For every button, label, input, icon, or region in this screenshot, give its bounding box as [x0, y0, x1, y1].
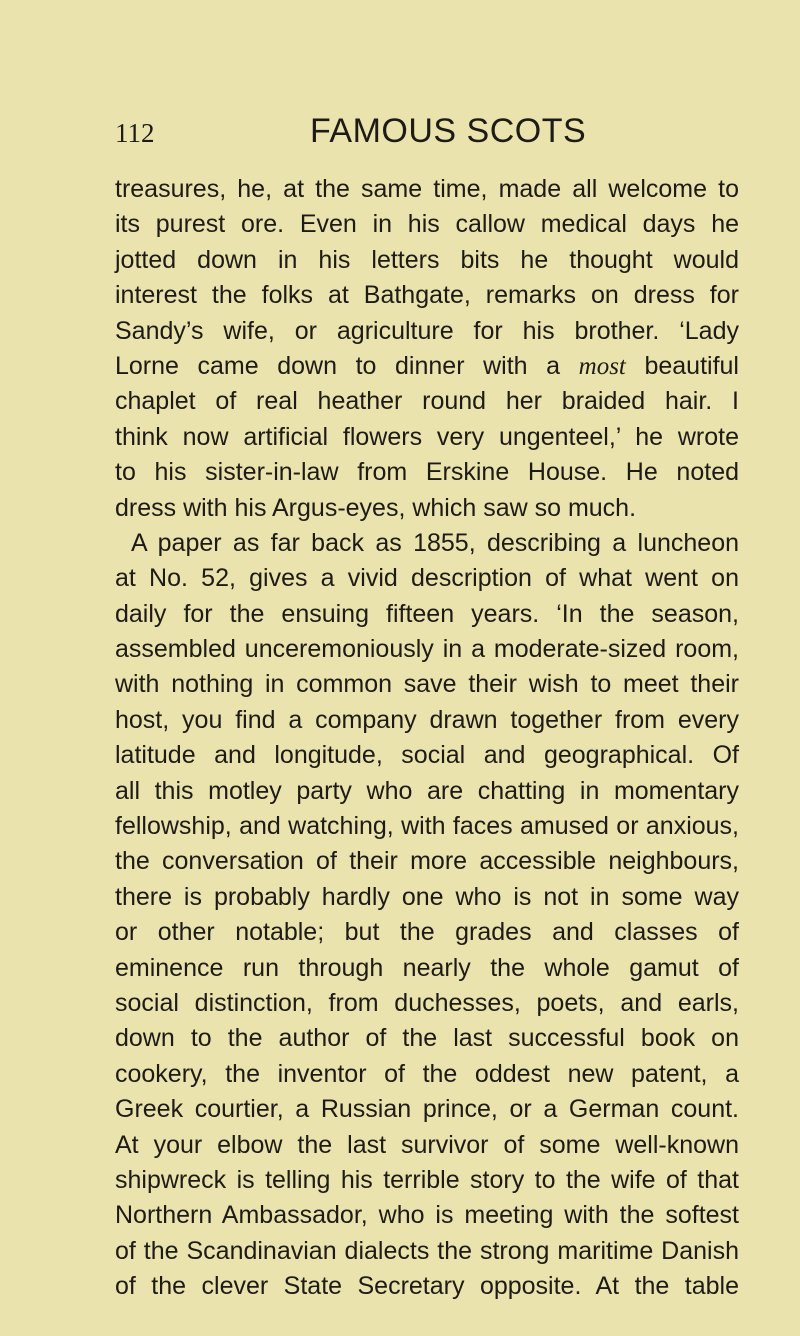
text-line: treasures, he, at the same time, made all welcome to	[115, 175, 739, 203]
body-text	[115, 172, 739, 1305]
text-line: with nothing in common save their wish to meet their	[115, 670, 739, 699]
page-number: 112	[115, 118, 155, 148]
text-segment: beautiful	[644, 351, 739, 380]
text-line-paragraph-end: dress with his Argus-eyes, which saw so much.	[115, 493, 637, 522]
text-line: its purest ore. Even in his callow medical days he	[115, 210, 739, 239]
running-title: FAMOUS SCOTS	[310, 112, 587, 150]
text-line: At your elbow the last survivor of some well-known	[115, 1130, 739, 1159]
text-line: eminence run through nearly the whole gamut of	[115, 953, 739, 982]
text-line: think now artificial flowers very ungenteel,’ he wrote	[115, 422, 739, 451]
text-line: jotted down in his letters bits he thought would	[115, 245, 739, 274]
text-line: cookery, the inventor of the oddest new patent, a	[115, 1059, 739, 1088]
text-line: social distinction, from duchesses, poets, and earls,	[115, 988, 739, 1017]
text-line: assembled unceremoniously in a moderate-sized room,	[115, 635, 739, 664]
text-line-paragraph-start: A paper as far back as 1855, describing a luncheon	[131, 528, 739, 557]
emphasis-most: most	[578, 352, 626, 380]
text-line: at No. 52, gives a vivid description of what went on	[115, 564, 739, 593]
text-line: Sandy’s wife, or agriculture for his brother. ‘Lady	[115, 316, 739, 345]
text-line: interest the folks at Bathgate, remarks on dress for	[115, 281, 739, 310]
text-line: daily for the ensuing fifteen years. ‘In the season,	[115, 599, 739, 628]
text-line: of the clever State Secretary opposite. At the table	[115, 1272, 739, 1301]
text-line: Northern Ambassador, who is meeting with the softest	[115, 1201, 739, 1230]
text-line: to his sister-in-law from Erskine House. He noted	[115, 458, 739, 487]
text-line: all this motley party who are chatting in momentary	[115, 776, 739, 805]
text-line: there is probably hardly one who is not in some way	[115, 882, 739, 911]
text-line: shipwreck is telling his terrible story to the wife of that	[115, 1165, 739, 1194]
text-line: fellowship, and watching, with faces amused or anxious,	[115, 812, 739, 841]
text-line-with-emphasis	[115, 349, 739, 384]
running-head	[115, 112, 745, 162]
text-line: of the Scandinavian dialects the strong maritime Danish	[115, 1236, 739, 1265]
text-line: down to the author of the last successful book on	[115, 1024, 739, 1053]
text-line: latitude and longitude, social and geographical. Of	[115, 741, 739, 770]
text-line: host, you find a company drawn together from every	[115, 705, 739, 734]
text-segment: Lorne came down to dinner with a	[115, 351, 561, 380]
text-line: Greek courtier, a Russian prince, or a German count.	[115, 1095, 739, 1124]
text-line: the conversation of their more accessible neighbours,	[115, 847, 739, 876]
text-line: or other notable; but the grades and classes of	[115, 918, 739, 947]
text-line: chaplet of real heather round her braided hair. I	[115, 387, 739, 416]
